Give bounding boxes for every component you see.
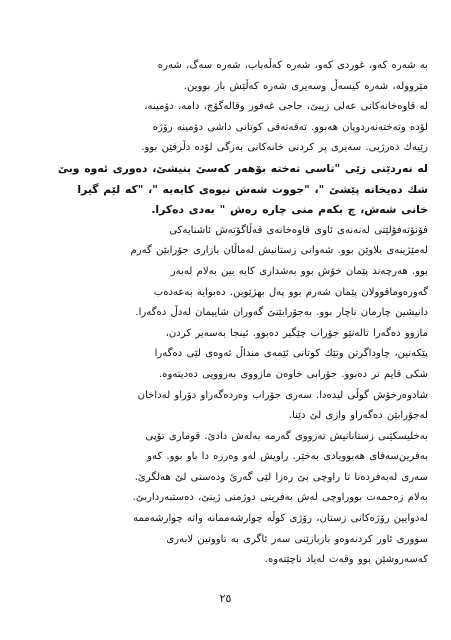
text-line-bold: خانی شەش، چ بكەم منی چارە رەش " بەدی دەكرا. xyxy=(151,203,428,217)
text-line: شكی قایم تر دەبوو. جۆرابی خاوەن مازووی بەزوویی دەدیتەوە. xyxy=(158,368,428,380)
text-line: بەفرین‌سەفای هەبوویادی بەخێر. راویش لەو وەرزە دا باو بوو. كەو xyxy=(147,451,428,463)
text-line: رێیەك دەرژیی. سەیری پر كردنی خانەكانی بەرگی لۆدە دڵرفێن بوو. xyxy=(141,142,428,154)
text-line-bold: شك دەیخاتە پێشێ "، "جووت شەش نیوەی كایەیە "، "كە لێم گیرا xyxy=(77,182,428,196)
text-line: لۆدە وتەختەنەردوپان هەبوو. تەقەتەقی كوتانی داشی دۆمینە رۆژە xyxy=(152,121,428,133)
text-line: فۆنۆتەفۆلێتی لەنەنەی ئاوی قاوەخانەی قەڵاگۆتەش ئاشنایەكی xyxy=(169,224,428,236)
text-line: پێكەنین، چاوداگرتن وتێك كوتانی ئێمەی منداڵ ئەوەی لێی دەگەرا xyxy=(154,348,428,360)
text-line: كەسەروشێن بوو وقەت لەیاد ناچێتەوە. xyxy=(264,554,428,566)
text-line: شادوەرخۆش گوڵی لیدەدا. سەری جۆراب وەردەگەراو دۆراو لەداخان xyxy=(137,389,428,401)
text-line: دانیشین چارمان ناچار بوو. بەجۆرابێنێ گەوران شاییمان لەدڵ دەگەرا. xyxy=(135,307,428,319)
body-text xyxy=(28,56,428,571)
text-line-bold: لە نەردێنی زێی "تاسی تەختە بۆهەر كەسێ بنیشێ، دەوری ئەوە وبێ xyxy=(57,161,428,175)
text-line: بەلام زەحمەت بووراوچی لەش بەفرینی دوژمنی ژینێ، دەستبەرداربێ. xyxy=(132,492,428,504)
text-line: لە قاوەخانەكانی عەلی زیبێ، حاجی غەفور وقالەگۆچ، دامە، دۆمینە، xyxy=(144,101,428,113)
text-line: مێروولە، شەرە كیسەڵ وسەیری شەرە كەڵێش باز بووین. xyxy=(183,80,428,92)
text-line: گەورەوماقوولان پێمان شەرم بوو پەل بهژێوین. دەبوایە بەعەدەب xyxy=(153,286,428,298)
page-number: ٢٥ xyxy=(219,592,232,605)
text-line: سووری ئاور كردنەوەو بازبازێنی سەر ئاگری بە تاووتین لابەری xyxy=(166,533,428,545)
text-line: مازوو دەگەرا تالەنێو جۆراب چێگیر دەبوو. ئینجا بەسەیر كردن، xyxy=(165,327,428,339)
text-line: لەدوایین رۆژەكانی زستان، رۆژی كوڵە چوارشەممانە واتە چوارشەممە xyxy=(133,513,428,525)
text-line: بەخلیسكێنی زستانانیش تەزووی گەرمە بەلەش دادێ. قوماری تۆپی xyxy=(145,430,428,442)
text-line: بە شەرە كەو، غوردى كەو، شەرە كەڵەباب، شەرە سەگ، شەرە xyxy=(157,60,428,71)
text-line: سەری لەبەفردەنا تا راوچی بێ رەزا لێی گەرێ ودەستی لێ هەلگرێ. xyxy=(134,471,428,483)
text-line: بوو. هەرچەند پێمان خۆش بوو بەشداری كایە بین بەلام لەبەر xyxy=(170,265,428,277)
text-line: لەمێژینەی بلاوێن بوو. شەوانی زستانیش لەماڵان بازاری جۆرابێن گەرم xyxy=(130,245,428,257)
text-line: لەجۆرابێن دەگەراو وازی لێ دێنا. xyxy=(288,410,428,422)
